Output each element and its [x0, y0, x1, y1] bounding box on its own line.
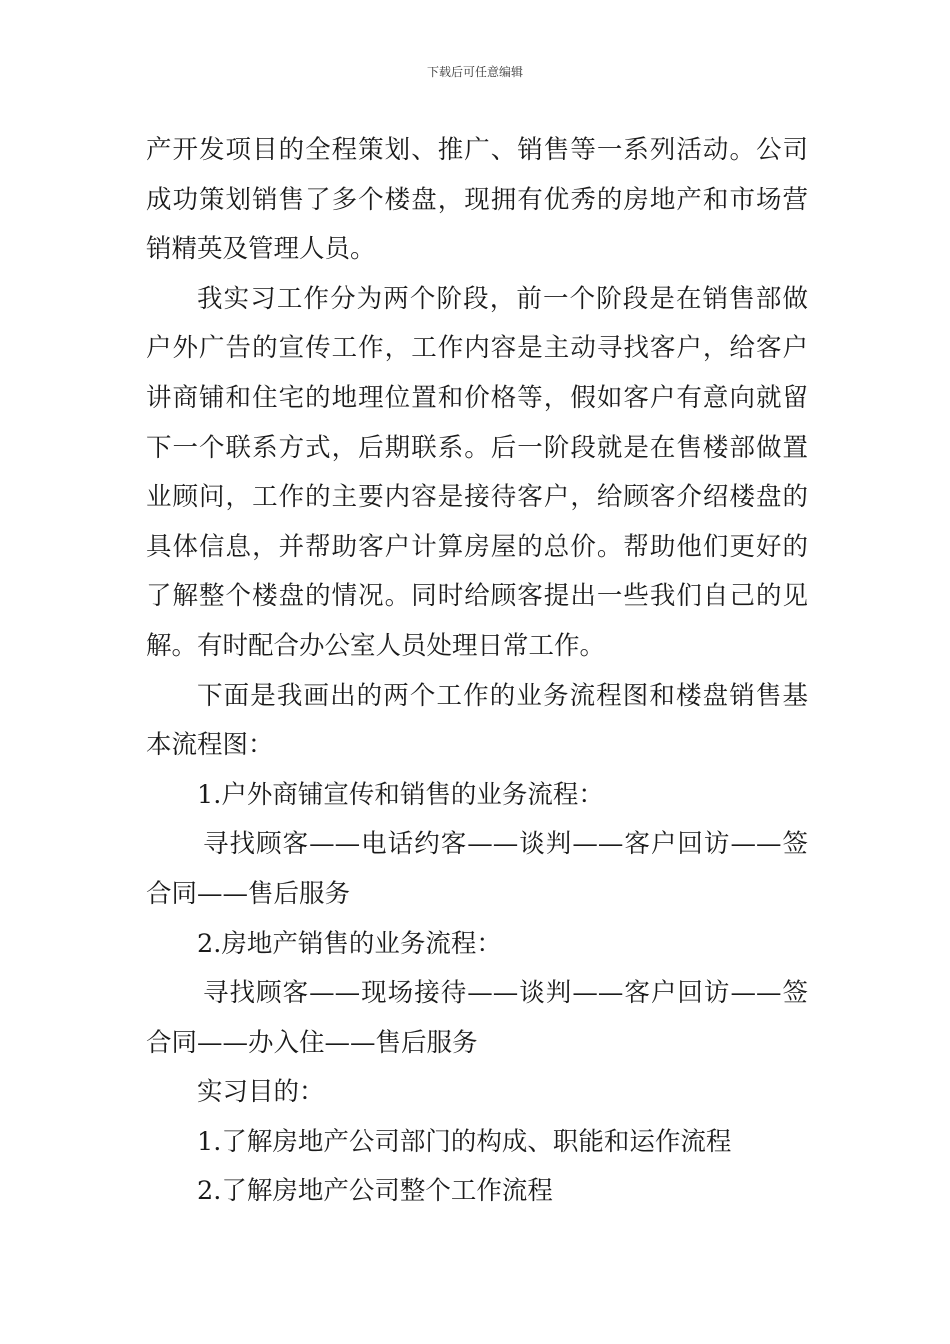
paragraph-internship-stages: 我实习工作分为两个阶段，前一个阶段是在销售部做户外广告的宣传工作，工作内容是主动寻找客户，给客户讲商铺和住宅的地理位置和价格等，假如客户有意向就留下一个联系方式，后期联系。后一阶段就是在售楼部做置业顾问，工作的主要内容是接待客户，给顾客介绍楼盘的具体信息，并帮助客户计算房屋的总价。帮助他们更好的了解整个楼盘的情况。同时给顾客提出一些我们自己的见解。有时配合办公室人员处理日常工作。 [146, 283, 808, 661]
page-header-watermark: 下载后可任意编辑 [426, 65, 523, 79]
realestate-process-flow: 寻找顾客——现场接待——谈判——客户回访——签合同——办入住——售后服务 [146, 978, 808, 1058]
document-body [146, 126, 808, 1217]
paragraph-company-intro: 产开发项目的全程策划、推广、销售等一系列活动。公司成功策划销售了多个楼盘，现拥有优秀的房地产和市场营销精英及管理人员。 [146, 135, 808, 265]
list-item-purpose-2: 2.了解房地产公司整个工作流程 [197, 1176, 553, 1207]
outdoor-process-flow: 寻找顾客——电话约客——谈判——客户回访——签合同——售后服务 [146, 829, 808, 909]
list-item-realestate-process-title: 2.房地产销售的业务流程： [197, 928, 502, 959]
paragraph-flowchart-intro: 下面是我画出的两个工作的业务流程图和楼盘销售基本流程图： [146, 680, 808, 761]
section-title-purpose: 实习目的： [197, 1077, 325, 1108]
list-item-outdoor-process-title: 1.户外商铺宣传和销售的业务流程： [197, 779, 604, 810]
list-item-purpose-1: 1.了解房地产公司部门的构成、职能和运作流程 [197, 1126, 732, 1157]
